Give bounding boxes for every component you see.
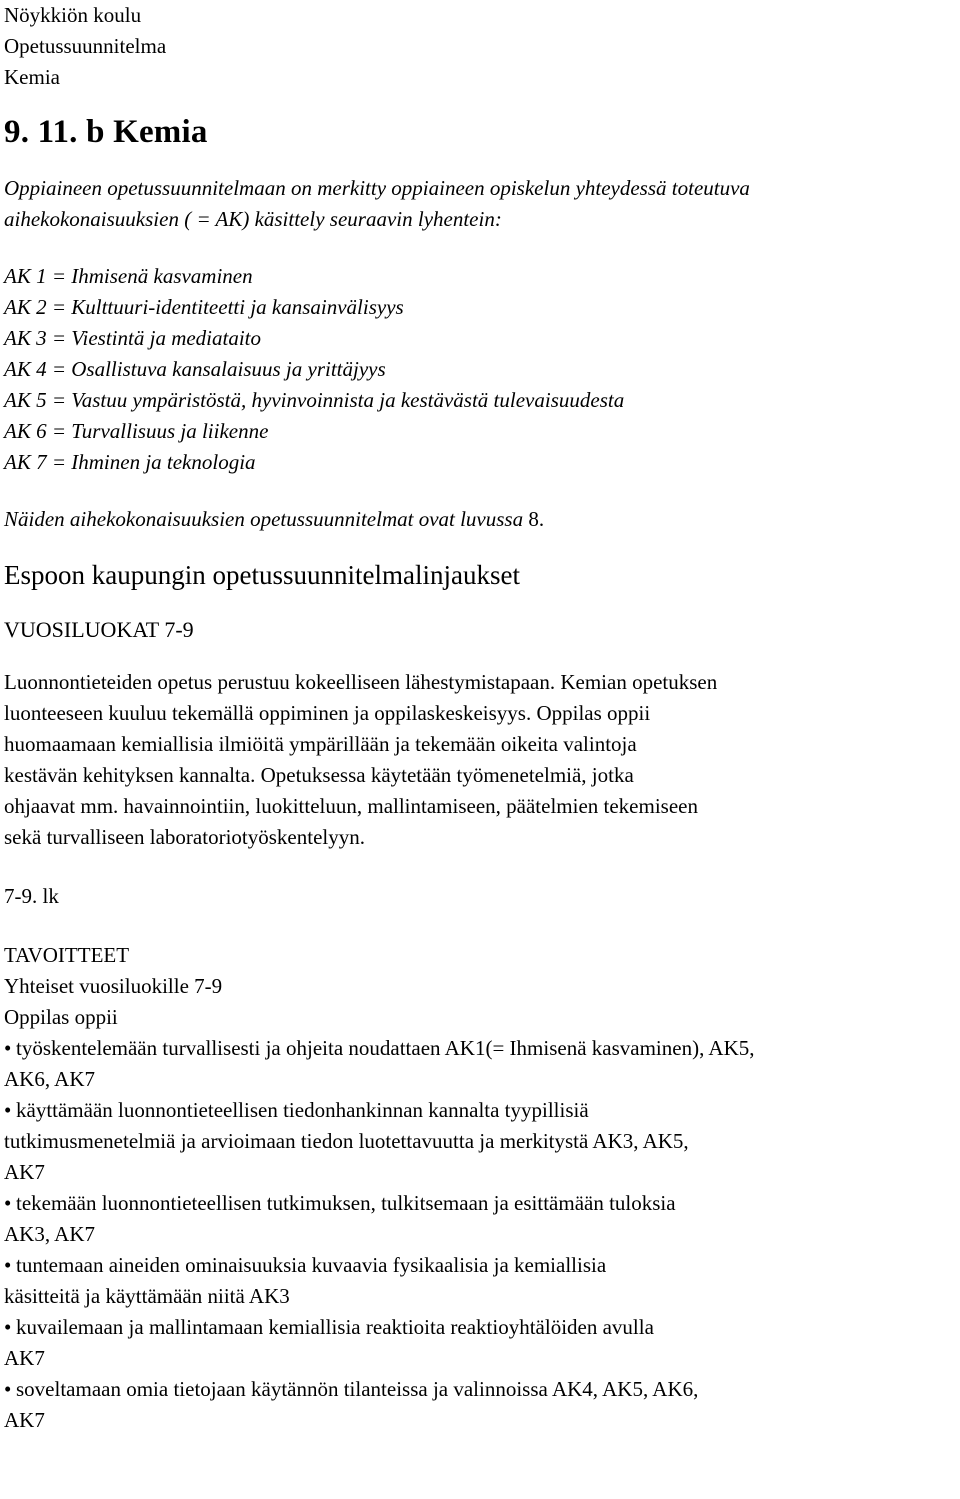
page-title: 9. 11. b Kemia [4,114,208,150]
ak-list-item: AK 4 = Osallistuva kansalaisuus ja yrittäjyys [4,357,386,381]
goal-text-continued: AK7 [4,1408,45,1432]
goal-text-continued: käsitteitä ja käyttämään niitä AK3 [4,1284,290,1308]
paragraph-line: huomaamaan kemiallisia ilmiöitä ympärillään ja tekemään oikeita valintoja [4,732,637,756]
goal-list-item [4,1033,956,1095]
goal-list-item [4,1312,956,1374]
bullet-icon: • [4,1098,12,1122]
espoo-paragraph [4,667,956,853]
goal-text-continued: AK7 [4,1160,45,1184]
ak-list-item: AK 5 = Vastuu ympäristöstä, hyvinvoinnista ja kestävästä tulevaisuudesta [4,388,625,412]
bullet-icon: • [4,1315,12,1339]
goal-text: tuntemaan aineiden ominaisuuksia kuvaavia fysikaalisia ja kemiallisia [16,1253,607,1277]
tavoitteet-subheading: Yhteiset vuosiluokille 7-9 [4,974,223,998]
subject-name: Kemia [4,65,60,89]
goal-text: työskentelemään turvallisesti ja ohjeita noudattaen AK1(= Ihmisenä kasvaminen), AK5, [16,1036,755,1060]
goal-list-item [4,1250,956,1312]
ak-note [4,504,956,535]
document-header [4,0,956,93]
paragraph-line: sekä turvalliseen laboratoriotyöskentelyyn. [4,825,365,849]
tavoitteet-section [4,940,956,1436]
goal-text-continued: AK6, AK7 [4,1067,96,1091]
ak-list-item: AK 6 = Turvallisuus ja liikenne [4,419,269,443]
goal-list-item [4,1188,956,1250]
vuosiluokat-heading: VUOSILUOKAT 7-9 [4,617,194,642]
paragraph-line: kestävän kehityksen kannalta. Opetuksessa käytetään työmenetelmiä, jotka [4,763,634,787]
goal-text: tekemään luonnontieteellisen tutkimuksen, tulkitsemaan ja esittämään tuloksia [16,1191,676,1215]
bullet-icon: • [4,1191,12,1215]
bullet-icon: • [4,1377,12,1401]
ak-list-item: AK 1 = Ihmisenä kasvaminen [4,264,253,288]
ak-note-text: Näiden aihekokonaisuuksien opetussuunnitelmat ovat luvussa [4,507,524,531]
goal-list-item [4,1095,956,1188]
intro-line: aihekokonaisuuksien ( = AK) käsittely seuraavin lyhentein: [4,207,502,231]
intro-paragraph [4,173,956,235]
paragraph-line: Luonnontieteiden opetus perustuu kokeelliseen lähestymistapaan. Kemian opetuksen [4,670,718,694]
intro-line: Oppiaineen opetussuunnitelmaan on merkitty oppiaineen opiskelun yhteydessä toteutuva [4,176,750,200]
goal-text: käyttämään luonnontieteellisen tiedonhankinnan kannalta tyypillisiä [16,1098,589,1122]
goal-text-continued: AK7 [4,1346,45,1370]
tavoitteet-lead: Oppilas oppii [4,1005,118,1029]
goal-text: kuvailemaan ja mallintamaan kemiallisia reaktioita reaktioyhtälöiden avulla [16,1315,654,1339]
document-page [4,0,956,1436]
grade-label: 7-9. lk [4,884,59,908]
goal-list-item [4,1374,956,1436]
goal-text-continued: tutkimusmenetelmiä ja arvioimaan tiedon luotettavuutta ja merkitystä AK3, AK5, [4,1129,689,1153]
ak-list-item: AK 2 = Kulttuuri-identiteetti ja kansainvälisyys [4,295,404,319]
bullet-icon: • [4,1253,12,1277]
tavoitteet-heading: TAVOITTEET [4,943,130,967]
paragraph-line: ohjaavat mm. havainnointiin, luokitteluun, mallintamiseen, päätelmien tekemiseen [4,794,698,818]
ak-list-item: AK 7 = Ihminen ja teknologia [4,450,256,474]
school-name: Nöykkiön koulu [4,3,142,27]
ak-note-number: 8. [523,507,545,531]
paragraph-line: luonteeseen kuuluu tekemällä oppiminen ja oppilaskeskeisyys. Oppilas oppii [4,701,651,725]
goal-text-continued: AK3, AK7 [4,1222,96,1246]
ak-list [4,261,956,478]
goal-text: soveltamaan omia tietojaan käytännön tilanteissa ja valinnoissa AK4, AK5, AK6, [16,1377,699,1401]
espoo-heading: Espoon kaupungin opetussuunnitelmalinjaukset [4,560,520,590]
document-type: Opetussuunnitelma [4,34,167,58]
ak-list-item: AK 3 = Viestintä ja mediataito [4,326,262,350]
bullet-icon: • [4,1036,12,1060]
